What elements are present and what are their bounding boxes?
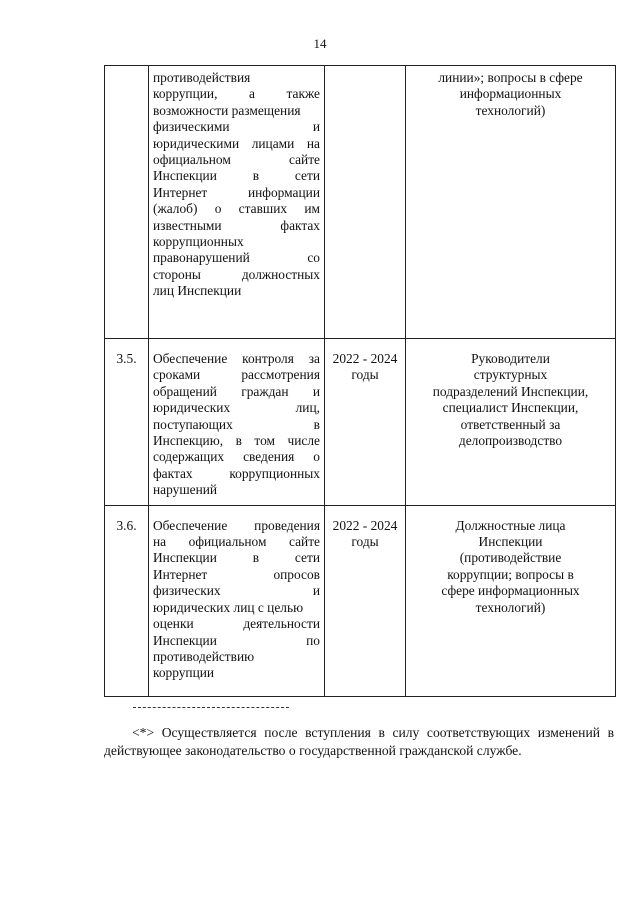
description-line: Инспекции в сети <box>153 168 320 184</box>
responsible-line: (противодействие <box>459 550 562 566</box>
description-line: поступающих в <box>153 416 320 432</box>
responsible-line: технологий) <box>475 102 546 118</box>
item-number: 3.6. <box>105 505 149 696</box>
description-line: противодействию <box>153 648 255 664</box>
description-line: правонарушений со <box>153 250 320 266</box>
description-line: фактах коррупционных <box>153 465 320 481</box>
responsible-line: коррупции; вопросы в <box>447 566 574 582</box>
measure-description <box>149 505 325 696</box>
description-line: коррупции <box>153 665 215 681</box>
description-line: (жалоб) о ставших им <box>153 201 320 217</box>
description-line: обращений граждан и <box>153 383 320 399</box>
table-row <box>105 505 616 696</box>
footnote-separator <box>133 707 289 708</box>
description-line: юридических лиц, <box>153 400 320 416</box>
description-line: оценки деятельности <box>153 616 320 632</box>
description-line: Инспекции в сети <box>153 550 320 566</box>
description-line: физических и <box>153 583 320 599</box>
implementation-period: 2022 - 2024 годы <box>325 505 406 696</box>
responsible-line: технологий) <box>475 599 546 615</box>
description-line: юридическими лицами на <box>153 135 320 151</box>
item-number: 3.5. <box>105 339 149 506</box>
responsible-persons <box>406 505 616 696</box>
responsible-line: делопроизводство <box>458 433 563 449</box>
measures-table <box>104 65 616 697</box>
description-line: Обеспечение проведения <box>153 517 320 533</box>
responsible-line: ответственный за <box>460 416 561 432</box>
responsible-line: сфере информационных <box>441 583 580 599</box>
responsible-line: Инспекции <box>478 534 543 550</box>
footnote-text: <*> Осуществляется после вступления в силу соответствующих изменений в действующее законодательство о государственной гражданской службе. <box>104 725 614 758</box>
responsible-persons <box>406 339 616 506</box>
description-line: коррупционных <box>153 234 244 250</box>
description-line: возможности размещения <box>153 102 301 118</box>
responsible-line: Должностные лица <box>455 517 566 533</box>
responsible-line: подразделений Инспекции, <box>432 383 589 399</box>
table-row <box>105 339 616 506</box>
description-line: лиц Инспекции <box>153 283 242 299</box>
page-number: 14 <box>313 36 327 51</box>
item-number <box>105 66 149 339</box>
description-line: физическими и <box>153 119 320 135</box>
description-line: Обеспечение контроля за <box>153 351 320 366</box>
description-line: Интернет информации <box>153 184 320 200</box>
description-line: Инспекции по <box>153 632 320 648</box>
description-line: Интернет опросов <box>153 566 320 582</box>
description-line: на официальном сайте <box>153 534 320 550</box>
description-line: противодействия <box>153 70 251 85</box>
description-line: Инспекцию, в том числе <box>153 433 320 449</box>
implementation-period <box>325 66 406 339</box>
responsible-line: информационных <box>459 86 562 102</box>
description-line: официальном сайте <box>153 152 320 168</box>
responsible-line: линии»; вопросы в сфере <box>438 70 583 85</box>
measure-description <box>149 339 325 506</box>
description-line: коррупции, а также <box>153 86 320 102</box>
description-line: известными фактах <box>153 217 320 233</box>
implementation-period: 2022 - 2024 годы <box>325 339 406 506</box>
measure-description <box>149 66 325 339</box>
description-line: содержащих сведения о <box>153 449 320 465</box>
description-line: нарушений <box>153 482 218 498</box>
responsible-persons <box>406 66 616 339</box>
responsible-line: структурных <box>473 367 548 383</box>
description-line: сроками рассмотрения <box>153 367 320 383</box>
responsible-line: Руководители <box>471 351 550 366</box>
responsible-line: специалист Инспекции, <box>442 400 579 416</box>
description-line: юридических лиц с целью <box>153 599 304 615</box>
description-line: стороны должностных <box>153 266 320 282</box>
table-row <box>105 66 616 339</box>
